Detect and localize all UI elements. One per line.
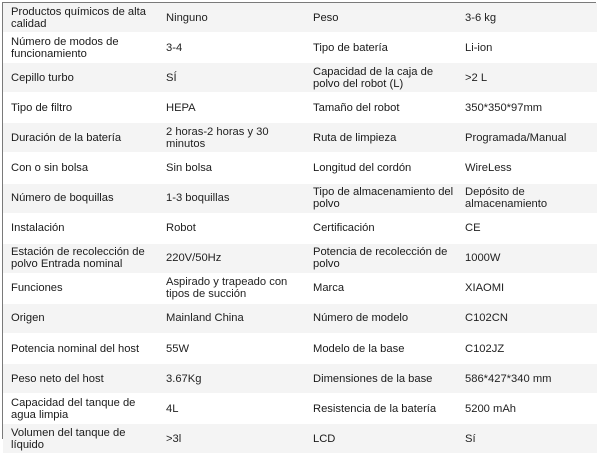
spec-label-right: Marca <box>305 273 457 303</box>
spec-label-left: Instalación <box>3 213 158 243</box>
spec-value-left: >3l <box>158 424 305 454</box>
spec-value-right: XIAOMI <box>457 273 597 303</box>
table-row <box>3 153 597 183</box>
spec-value-left: 2 horas-2 horas y 30 minutos <box>158 123 305 153</box>
spec-value-right: 586*427*340 mm <box>457 364 597 394</box>
spec-value-right: CE <box>457 213 597 243</box>
spec-value-left: 220V/50Hz <box>158 243 305 273</box>
spec-value-right: Programada/Manual <box>457 123 597 153</box>
spec-value-left: Robot <box>158 213 305 243</box>
table-row <box>3 424 597 454</box>
spec-value-right: 350*350*97mm <box>457 93 597 123</box>
spec-label-left: Volumen del tanque de líquido <box>3 424 158 454</box>
spec-value-left: 3-4 <box>158 33 305 63</box>
spec-label-right: Tamaño del robot <box>305 93 457 123</box>
spec-label-left: Funciones <box>3 273 158 303</box>
spec-label-left: Estación de recolección de polvo Entrada nominal <box>3 243 158 273</box>
spec-label-right: LCD <box>305 424 457 454</box>
spec-label-left: Cepillo turbo <box>3 63 158 93</box>
spec-value-right: Li-ion <box>457 33 597 63</box>
spec-value-right: >2 L <box>457 63 597 93</box>
spec-label-right: Certificación <box>305 213 457 243</box>
table-row <box>3 63 597 93</box>
spec-table <box>3 3 597 454</box>
table-row <box>3 273 597 303</box>
spec-label-left: Potencia nominal del host <box>3 334 158 364</box>
spec-value-right: C102CN <box>457 303 597 333</box>
spec-table-body <box>3 3 597 454</box>
table-row <box>3 364 597 394</box>
spec-value-right: C102JZ <box>457 334 597 364</box>
spec-value-left: Aspirado y trapeado con tipos de succión <box>158 273 305 303</box>
table-row <box>3 394 597 424</box>
spec-label-right: Tipo de batería <box>305 33 457 63</box>
spec-value-left: Mainland China <box>158 303 305 333</box>
spec-value-left: SÍ <box>158 63 305 93</box>
spec-label-right: Resistencia de la batería <box>305 394 457 424</box>
table-row <box>3 213 597 243</box>
spec-label-right: Número de modelo <box>305 303 457 333</box>
spec-value-right: WireLess <box>457 153 597 183</box>
spec-label-right: Potencia de recolección de polvo <box>305 243 457 273</box>
spec-label-left: Origen <box>3 303 158 333</box>
spec-label-right: Capacidad de la caja de polvo del robot (L) <box>305 63 457 93</box>
spec-label-left: Peso neto del host <box>3 364 158 394</box>
spec-label-left: Duración de la batería <box>3 123 158 153</box>
spec-label-left: Con o sin bolsa <box>3 153 158 183</box>
table-row <box>3 93 597 123</box>
table-row <box>3 33 597 63</box>
spec-value-right: Depósito de almacenamiento <box>457 183 597 213</box>
spec-label-left: Número de modos de funcionamiento <box>3 33 158 63</box>
table-row <box>3 183 597 213</box>
spec-label-left: Capacidad del tanque de agua limpia <box>3 394 158 424</box>
spec-table-frame <box>2 2 596 451</box>
spec-label-right: Tipo de almacenamiento del polvo <box>305 183 457 213</box>
spec-value-left: HEPA <box>158 93 305 123</box>
spec-label-right: Modelo de la base <box>305 334 457 364</box>
spec-label-right: Dimensiones de la base <box>305 364 457 394</box>
spec-label-right: Longitud del cordón <box>305 153 457 183</box>
table-row <box>3 243 597 273</box>
table-row <box>3 303 597 333</box>
table-row <box>3 123 597 153</box>
spec-value-right: Sí <box>457 424 597 454</box>
spec-label-right: Ruta de limpieza <box>305 123 457 153</box>
spec-label-left: Tipo de filtro <box>3 93 158 123</box>
spec-value-left: Sin bolsa <box>158 153 305 183</box>
spec-value-left: 1-3 boquillas <box>158 183 305 213</box>
spec-value-left: 55W <box>158 334 305 364</box>
spec-label-left: Productos químicos de alta calidad <box>3 3 158 33</box>
spec-label-left: Número de boquillas <box>3 183 158 213</box>
table-row <box>3 334 597 364</box>
spec-value-right: 5200 mAh <box>457 394 597 424</box>
spec-value-left: 4L <box>158 394 305 424</box>
spec-value-right: 3-6 kg <box>457 3 597 33</box>
spec-value-left: 3.67Kg <box>158 364 305 394</box>
spec-value-left: Ninguno <box>158 3 305 33</box>
spec-value-right: 1000W <box>457 243 597 273</box>
spec-label-right: Peso <box>305 3 457 33</box>
table-row <box>3 3 597 33</box>
